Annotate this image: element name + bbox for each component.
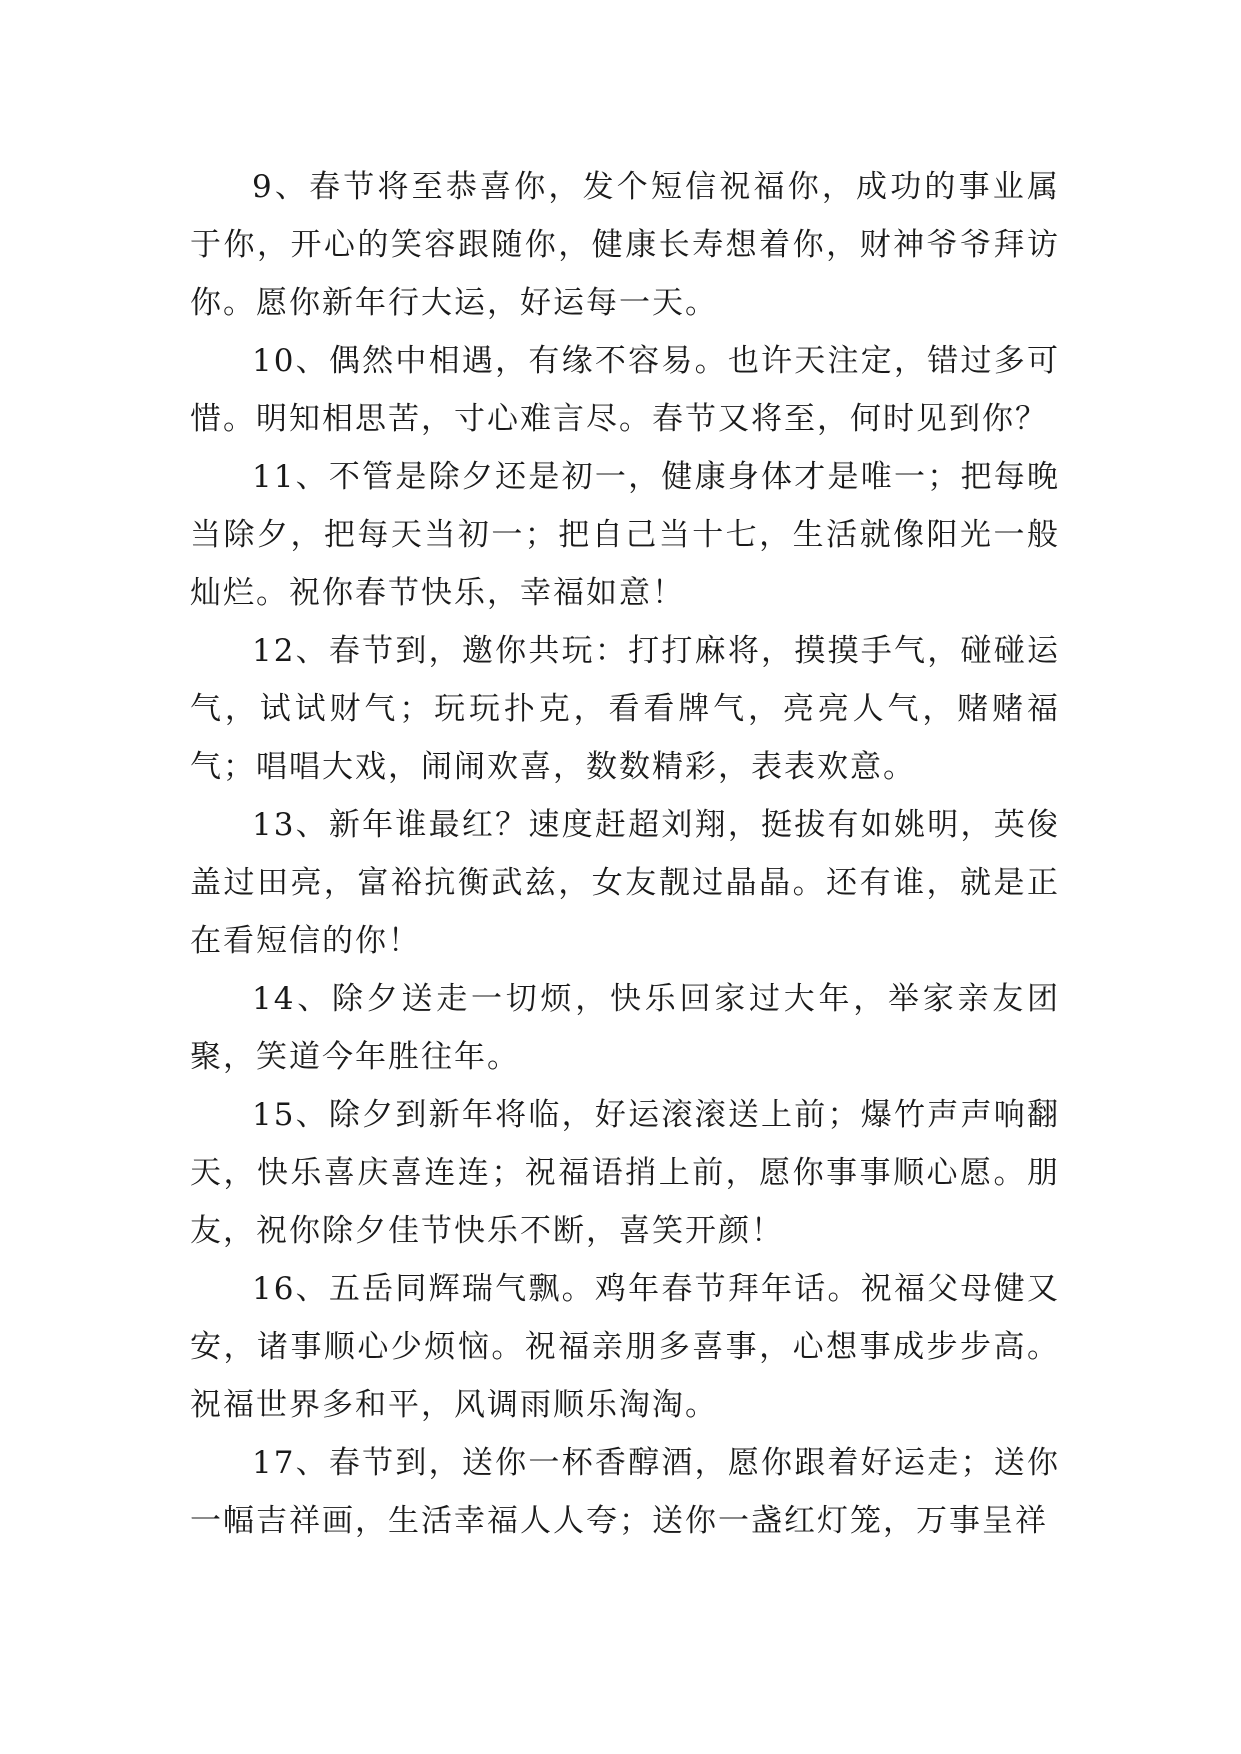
document-page [190,158,1060,1550]
paragraph-14: 14、除夕送走一切烦，快乐回家过大年，举家亲友团聚，笑道今年胜往年。 [190,981,1060,1075]
paragraph-16: 16、五岳同辉瑞气飘。鸡年春节拜年话。祝福父母健又安，诸事顺心少烦恼。祝福亲朋多喜事，心想事成步步高。祝福世界多和平，风调雨顺乐淘淘。 [190,1271,1060,1423]
paragraph-11: 11、不管是除夕还是初一，健康身体才是唯一；把每晚当除夕，把每天当初一；把自己当十七，生活就像阳光一般灿烂。祝你春节快乐，幸福如意！ [190,459,1060,611]
paragraph-9: 9、春节将至恭喜你，发个短信祝福你，成功的事业属于你，开心的笑容跟随你，健康长寿想着你，财神爷爷拜访你。愿你新年行大运，好运每一天。 [190,169,1060,321]
paragraph-15: 15、除夕到新年将临，好运滚滚送上前；爆竹声声响翻天，快乐喜庆喜连连；祝福语捎上前，愿你事事顺心愿。朋友，祝你除夕佳节快乐不断，喜笑开颜！ [190,1097,1060,1249]
paragraph-12: 12、春节到，邀你共玩：打打麻将，摸摸手气，碰碰运气，试试财气；玩玩扑克，看看牌气，亮亮人气，赌赌福气；唱唱大戏，闹闹欢喜，数数精彩，表表欢意。 [190,633,1060,785]
paragraph-13: 13、新年谁最红？速度赶超刘翔，挺拔有如姚明，英俊盖过田亮，富裕抗衡武兹，女友靓过晶晶。还有谁，就是正在看短信的你！ [190,807,1060,959]
paragraph-10: 10、偶然中相遇，有缘不容易。也许天注定，错过多可惜。明知相思苦，寸心难言尽。春节又将至，何时见到你？ [190,343,1060,437]
paragraph-17: 17、春节到，送你一杯香醇酒，愿你跟着好运走；送你一幅吉祥画，生活幸福人人夸；送你一盏红灯笼，万事呈祥 [190,1445,1060,1539]
